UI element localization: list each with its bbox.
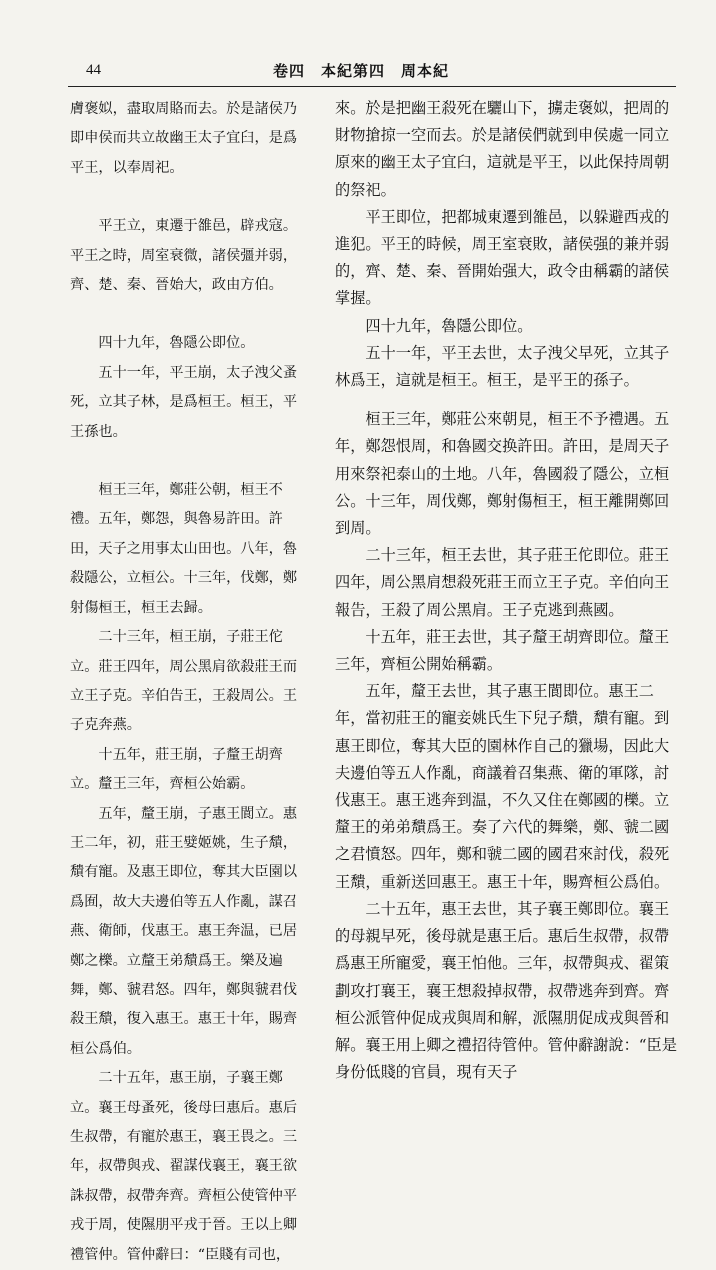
paragraph: 五十一年，平王去世，太子洩父早死，立其子林爲王，這就是桓王。桓王，是平王的孫子。 <box>335 343 670 390</box>
paragraph: 來。於是把幽王殺死在驪山下，擄走褒姒，把周的財物搶掠一空而去。於是諸侯們就到申侯處一同立原來的幽王太子宜臼，這就是平王，以此保持周朝的祭祀。 <box>335 99 670 199</box>
running-title: 卷四 本紀第四 周本紀 <box>273 62 450 80</box>
classical-text-column <box>70 95 310 1270</box>
paragraph: 五年，釐王崩，子惠王閬立。惠王二年，初，莊王嬖姬姚，生子穨，穨有寵。及惠王即位，奪其大臣園以爲囿，故大夫邊伯等五人作亂，謀召燕、衛師，伐惠王。惠王奔温，已居鄭之櫟。立釐王弟穨爲王。樂及遍舞，鄭、虢君怒。四年，鄭與虢君伐殺王穨，復入惠王。惠王十年，賜齊桓公爲伯。 <box>70 805 298 1057</box>
paragraph: 平王立，東遷于雒邑，辟戎寇。平王之時，周室衰微，諸侯彊并弱，齊、楚、秦、晉始大，政由方伯。 <box>70 218 298 294</box>
paragraph: 四十九年，魯隱公即位。 <box>70 335 255 352</box>
translation-column <box>335 95 680 1086</box>
header-rule <box>68 86 676 87</box>
paragraph: 二十三年，桓王去世，其子莊王佗即位。莊王四年，周公黑肩想殺死莊王而立王子克。辛伯向王報告，王殺了周公黑肩。王子克逃到燕國。 <box>335 546 670 619</box>
paragraph-gap <box>335 394 680 406</box>
paragraph-gap <box>70 447 310 476</box>
paragraph: 膚褒姒，盡取周賂而去。於是諸侯乃即申侯而共立故幽王太子宜臼，是爲平王，以奉周祀。 <box>70 101 298 176</box>
page-header <box>68 58 676 84</box>
paragraph: 十五年，莊王去世，其子釐王胡齊即位。釐王三年，齊桓公開始稱霸。 <box>335 627 670 674</box>
paragraph: 平王即位，把都城東遷到雒邑，以躲避西戎的進犯。平王的時候，周王室衰敗，諸侯强的兼并弱的，齊、楚、秦、晉開始强大，政令由稱霸的諸侯掌握。 <box>335 207 670 308</box>
paragraph: 十五年，莊王崩，子釐王胡齊立。釐王三年，齊桓公始霸。 <box>70 746 283 793</box>
paragraph-gap <box>70 300 310 329</box>
paragraph-gap <box>70 183 310 212</box>
paragraph: 二十五年，惠王崩，子襄王鄭立。襄王母蚤死，後母曰惠后。惠后生叔帶，有寵於惠王，襄王畏之。三年，叔帶與戎、翟謀伐襄王，襄王欲誅叔帶，叔帶奔齊。齊桓公使管仲平戎于周，使隰朋平戎于晉。王以上卿禮管仲。管仲辭曰：“臣賤有司也， <box>70 1070 298 1263</box>
paragraph: 四十九年，魯隱公即位。 <box>335 316 533 335</box>
paragraph: 桓王三年，鄭莊公朝，桓王不禮。五年，鄭怨，與魯易許田。許田，天子之用事太山田也。八年，魯殺隱公，立桓公。十三年，伐鄭，鄭射傷桓王，桓王去歸。 <box>70 482 298 616</box>
paragraph: 五年，釐王去世，其子惠王閬即位。惠王二年，當初莊王的寵妾姚氏生下兒子穨，穨有寵。到惠王即位，奪其大臣的園林作自己的獵場，因此大夫邊伯等五人作亂，商議着召集燕、衛的軍隊，討伐惠王。惠王逃奔到温，不久又住在鄭國的櫟。立釐王的弟弟穨爲王。奏了六代的舞樂，鄭、虢二國之君憤怒。四年，鄭和虢二國的國君來討伐，殺死王穨，重新送回惠王。惠王十年，賜齊桓公爲伯。 <box>335 682 670 891</box>
page-number: 44 <box>86 62 101 78</box>
paragraph: 二十三年，桓王崩，子莊王佗立。莊王四年，周公黑肩欲殺莊王而立王子克。辛伯告王，王殺周公。王子克奔燕。 <box>70 629 298 734</box>
paragraph: 五十一年，平王崩，太子洩父蚤死，立其子林，是爲桓王。桓王，平王孫也。 <box>70 364 298 440</box>
paragraph: 桓王三年，鄭莊公來朝見，桓王不予禮遇。五年，鄭怨恨周，和魯國交换許田。許田，是周天子用來祭祀泰山的土地。八年，魯國殺了隱公，立桓公。十三年，周伐鄭，鄭射傷桓王，桓王離開鄭回到周。 <box>335 410 670 538</box>
paragraph: 二十五年，惠王去世，其子襄王鄭即位。襄王的母親早死，後母就是惠王后。惠后生叔帶，叔帶爲惠王所寵愛，襄王怕他。三年，叔帶與戎、翟策劃攻打襄王，襄王想殺掉叔帶，叔帶逃奔到齊。齊桓公派管仲促成戎與周和解，派隰朋促成戎與晉和解。襄王用上卿之禮招待管仲。管仲辭謝說：“臣是身份低賤的官員，現有天子 <box>335 899 677 1082</box>
